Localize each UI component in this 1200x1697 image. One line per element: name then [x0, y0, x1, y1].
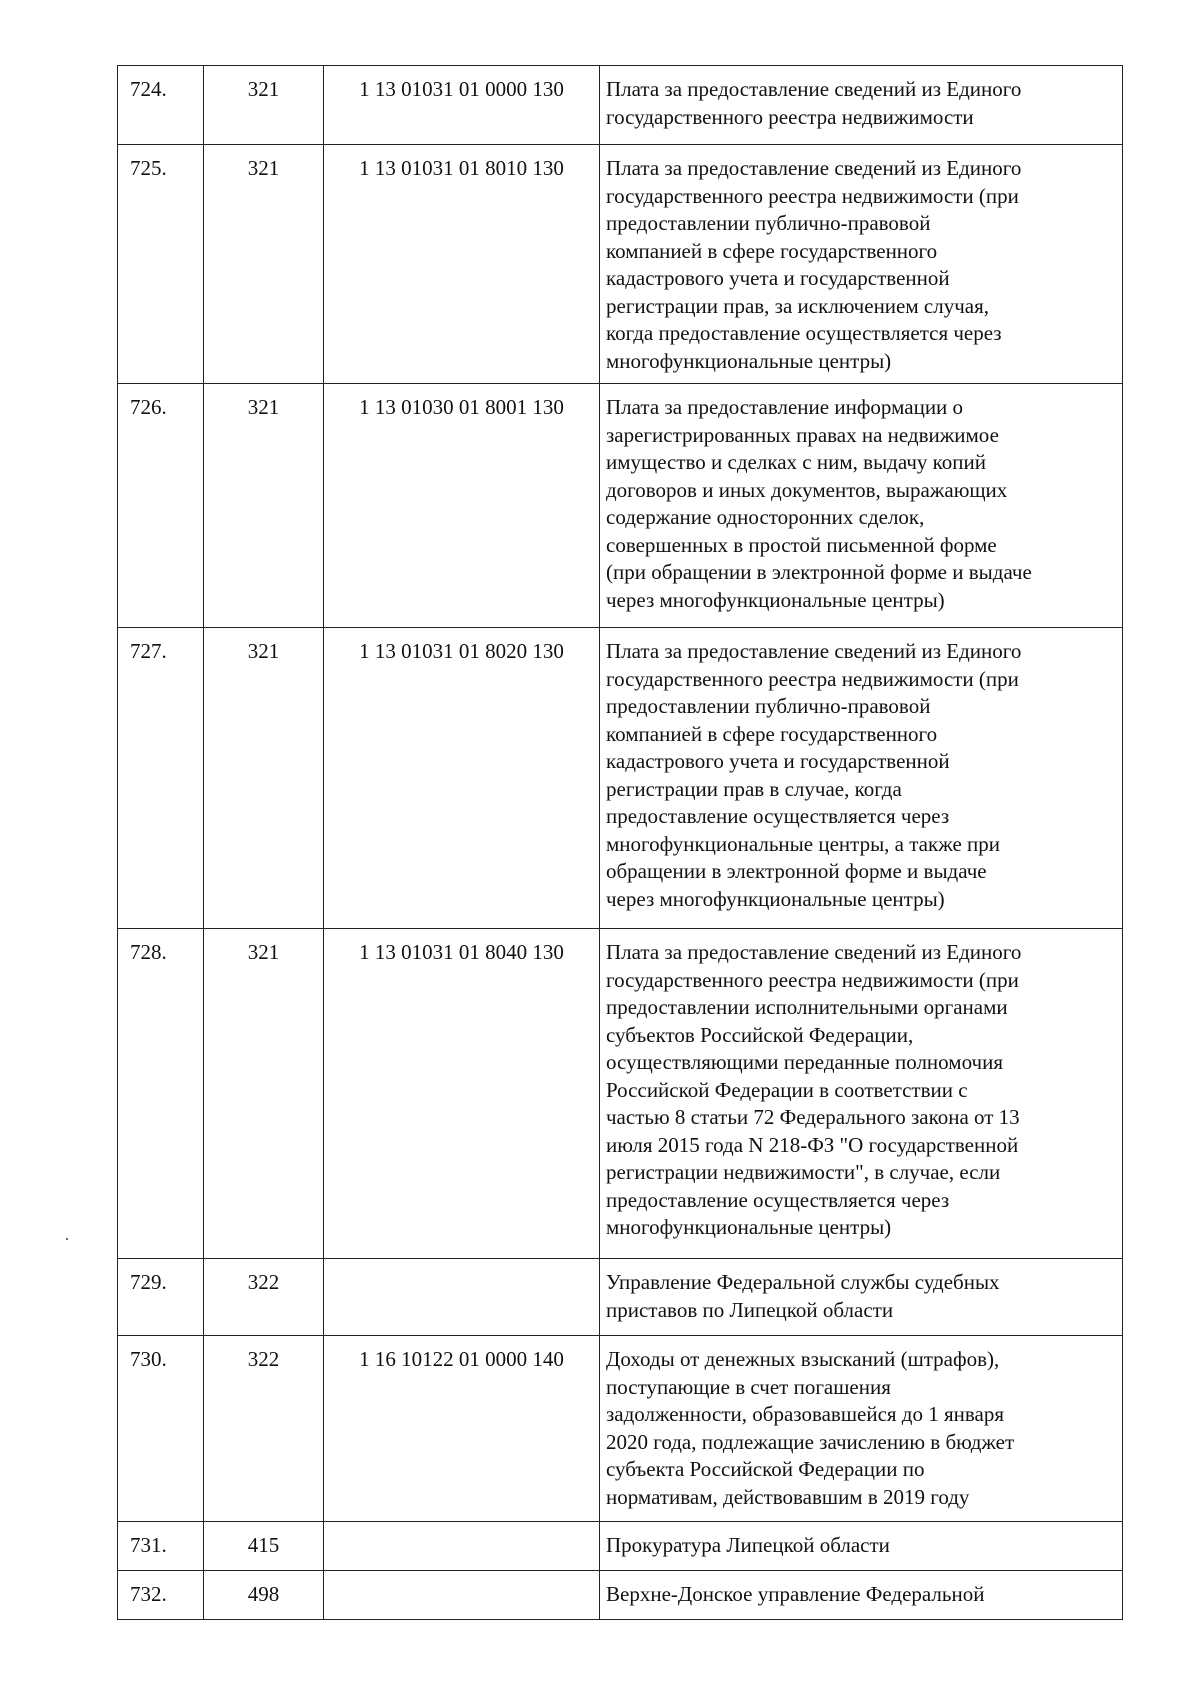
- table-row: [118, 1336, 1123, 1522]
- table-row: [118, 628, 1123, 929]
- table-row: [118, 1571, 1123, 1620]
- revenue-name-text: Доходы от денежных взысканий (штрафов), поступающие в счет погашения задолженности, образовавшейся до 1 января 2020 года, подлежащие зачислению в бюджет субъекта Российской Федерации по нормативам, действовавшим в 2019 году: [606, 1347, 1015, 1509]
- revenue-name-text: Плата за предоставление сведений из Единого государственного реестра недвижимости: [606, 77, 1022, 129]
- revenue-codes-table: [117, 65, 1123, 1620]
- row-number: 727.: [118, 628, 204, 929]
- revenue-name: [600, 384, 1123, 628]
- table-body: [118, 66, 1123, 1620]
- row-number: 726.: [118, 384, 204, 628]
- revenue-name: [600, 66, 1123, 145]
- admin-code: 321: [204, 628, 324, 929]
- admin-code: 321: [204, 384, 324, 628]
- row-number: 724.: [118, 66, 204, 145]
- budget-classification-code: 1 13 01030 01 8001 130: [324, 384, 600, 628]
- table-row: [118, 145, 1123, 384]
- revenue-name: [600, 1522, 1123, 1571]
- admin-code: 321: [204, 145, 324, 384]
- revenue-name-text: Плата за предоставление сведений из Единого государственного реестра недвижимости (при предоставлении исполнительными органами субъектов Российской Федерации, осуществляющими переданные полномочия Российской Федерации в соответствии с частью 8 статьи 72 Федерального закона от 13 июля 2015 года N 218-ФЗ "О государственной регистрации недвижимости", в случае, если предоставление осуществляется через многофункциональные центры): [606, 940, 1022, 1239]
- revenue-name: [600, 628, 1123, 929]
- budget-classification-code: 1 13 01031 01 8040 130: [324, 929, 600, 1259]
- row-number: 731.: [118, 1522, 204, 1571]
- revenue-name: [600, 1571, 1123, 1620]
- revenue-name: [600, 1259, 1123, 1336]
- table-row: [118, 1522, 1123, 1571]
- revenue-name-text: Верхне-Донское управление Федеральной: [606, 1582, 985, 1606]
- table-row: [118, 384, 1123, 628]
- budget-classification-code: 1 13 01031 01 8010 130: [324, 145, 600, 384]
- table-row: [118, 929, 1123, 1259]
- revenue-name-text: Плата за предоставление сведений из Единого государственного реестра недвижимости (при предоставлении публично-правовой компанией в сфере государственного кадастрового учета и государственной регистрации прав в случае, когда предоставление осуществляется через многофункциональные центры, а также при обращении в электронной форме и выдаче через многофункциональные центры): [606, 639, 1022, 911]
- budget-classification-code: [324, 1571, 600, 1620]
- revenue-name-text: Прокуратура Липецкой области: [606, 1533, 890, 1557]
- admin-code: 498: [204, 1571, 324, 1620]
- budget-classification-code: 1 16 10122 01 0000 140: [324, 1336, 600, 1522]
- scan-speck: [66, 1238, 68, 1240]
- revenue-name-text: Плата за предоставление информации о зарегистрированных правах на недвижимое имущество и сделках с ним, выдачу копий договоров и иных документов, выражающих содержание односторонних сделок, совершенных в простой письменной форме (при обращении в электронной форме и выдаче через многофункциональные центры): [606, 395, 1032, 612]
- admin-code: 322: [204, 1336, 324, 1522]
- revenue-name: [600, 929, 1123, 1259]
- budget-classification-code: 1 13 01031 01 8020 130: [324, 628, 600, 929]
- admin-code: 321: [204, 929, 324, 1259]
- row-number: 730.: [118, 1336, 204, 1522]
- budget-classification-code: [324, 1259, 600, 1336]
- revenue-name: [600, 145, 1123, 384]
- revenue-name: [600, 1336, 1123, 1522]
- budget-classification-code: 1 13 01031 01 0000 130: [324, 66, 600, 145]
- table-row: [118, 66, 1123, 145]
- admin-code: 415: [204, 1522, 324, 1571]
- budget-classification-code: [324, 1522, 600, 1571]
- revenue-name-text: Плата за предоставление сведений из Единого государственного реестра недвижимости (при предоставлении публично-правовой компанией в сфере государственного кадастрового учета и государственной регистрации прав, за исключением случая, когда предоставление осуществляется через многофункциональные центры): [606, 156, 1022, 373]
- admin-code: 321: [204, 66, 324, 145]
- table-row: [118, 1259, 1123, 1336]
- row-number: 728.: [118, 929, 204, 1259]
- admin-code: 322: [204, 1259, 324, 1336]
- revenue-name-text: Управление Федеральной службы судебных приставов по Липецкой области: [606, 1270, 1000, 1322]
- row-number: 729.: [118, 1259, 204, 1336]
- row-number: 732.: [118, 1571, 204, 1620]
- row-number: 725.: [118, 145, 204, 384]
